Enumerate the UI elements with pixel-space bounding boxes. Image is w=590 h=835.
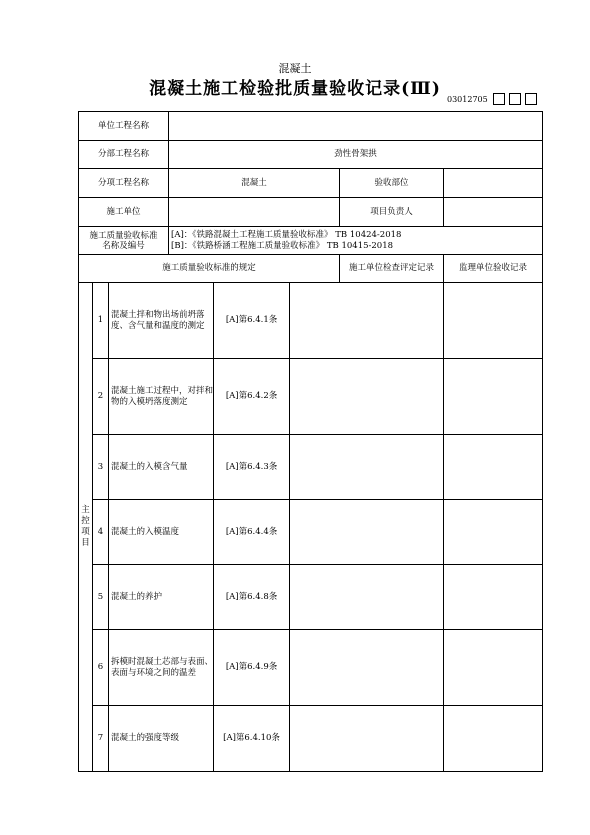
supervisor-record-cell[interactable] [444,630,543,706]
item-description: 拆模时混凝土芯部与表面、表面与环境之间的温差 [109,630,214,706]
contractor-label: 施工单位 [79,198,169,227]
item-number: 6 [93,630,109,706]
supervisor-record-cell[interactable] [444,283,543,359]
standard-label: 施工质量验收标准 名称及编号 [79,227,169,255]
contractor-value[interactable] [169,198,340,227]
item-clause: [A]第6.4.10条 [214,706,290,772]
supervisor-record-cell[interactable] [444,435,543,500]
item-clause: [A]第6.4.8条 [214,565,290,630]
contractor-record-cell[interactable] [290,565,444,630]
supervisor-record-cell[interactable] [444,565,543,630]
standard-b: [B]：《铁路桥涵工程施工质量验收标准》 TB 10415-2018 [171,240,394,251]
manager-value[interactable] [444,198,543,227]
col-header-supervisor-check: 监理单位验收记录 [444,255,543,283]
table-row [79,630,543,706]
item-clause: [A]第6.4.3条 [214,435,290,500]
item-description: 混凝土施工过程中，对拌和物的入模坍落度测定 [109,359,214,435]
accept-part-label: 验收部位 [340,169,444,198]
page-subtitle: 混凝土 [278,62,312,75]
unit-project-label: 单位工程名称 [79,112,169,141]
table-row [79,565,543,630]
supervisor-record-cell[interactable] [444,706,543,772]
contractor-record-cell[interactable] [290,630,444,706]
supervisor-record-cell[interactable] [444,359,543,435]
item-number: 4 [93,500,109,565]
code-box-3[interactable] [525,93,537,105]
item-number: 5 [93,565,109,630]
contractor-record-cell[interactable] [290,500,444,565]
item-clause: [A]第6.4.9条 [214,630,290,706]
table-row [79,706,543,772]
form-code: 03012705 [447,95,488,104]
manager-label: 项目负责人 [340,198,444,227]
item-number: 3 [93,435,109,500]
standard-a: [A]：《铁路混凝土工程施工质量验收标准》 TB 10424-2018 [171,229,402,240]
page-title: 混凝土施工检验批质量验收记录(Ⅲ) [149,79,441,99]
subdivision-label: 分项工程名称 [79,169,169,198]
item-number: 1 [93,283,109,359]
col-header-contractor-check: 施工单位检查评定记录 [340,255,444,283]
contractor-record-cell[interactable] [290,283,444,359]
code-box-1[interactable] [493,93,505,105]
item-clause: [A]第6.4.2条 [214,359,290,435]
item-number: 2 [93,359,109,435]
item-description: 混凝土的养护 [109,565,214,630]
contractor-record-cell[interactable] [290,359,444,435]
item-clause: [A]第6.4.1条 [214,283,290,359]
division-value[interactable]: 劲性骨架拱 [169,141,543,169]
division-label: 分部工程名称 [79,141,169,169]
supervisor-record-cell[interactable] [444,500,543,565]
subdivision-value[interactable]: 混凝土 [169,169,340,198]
item-description: 混凝土的入模温度 [109,500,214,565]
col-header-spec: 施工质量验收标准的规定 [79,255,340,283]
main-control-label: 主 控 项 目 [79,283,93,772]
code-box-2[interactable] [509,93,521,105]
standard-names [169,227,543,255]
table-row [79,500,543,565]
table-row [79,359,543,435]
contractor-record-cell[interactable] [290,435,444,500]
table-row [79,435,543,500]
item-description: 混凝土的入模含气量 [109,435,214,500]
contractor-record-cell[interactable] [290,706,444,772]
unit-project-value[interactable] [169,112,543,141]
accept-part-value[interactable] [444,169,543,198]
item-description: 混凝土拌和物出场前坍落度、含气量和温度的测定 [109,283,214,359]
item-description: 混凝土的强度等级 [109,706,214,772]
table-row [79,283,543,359]
acceptance-record-table [78,111,543,772]
item-clause: [A]第6.4.4条 [214,500,290,565]
item-number: 7 [93,706,109,772]
